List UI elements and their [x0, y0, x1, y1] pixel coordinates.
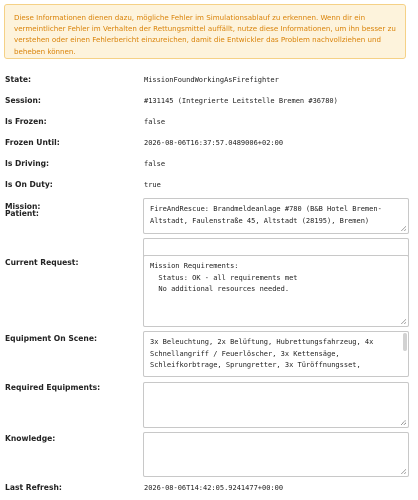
equipment-on-scene-label: Equipment On Scene: — [5, 334, 98, 343]
mission-label: Mission: — [5, 202, 41, 211]
is-on-duty-label: Is On Duty: — [5, 180, 53, 189]
equipment-on-scene-textarea[interactable] — [143, 331, 409, 377]
current-request-label: Current Request: — [5, 258, 79, 267]
state-label: State: — [5, 75, 32, 84]
frozen-until-label: Frozen Until: — [5, 138, 60, 147]
is-driving-label: Is Driving: — [5, 159, 50, 168]
is-driving-value: false — [144, 160, 166, 168]
knowledge-label: Knowledge: — [5, 434, 56, 443]
info-notice-text: Diese Informationen dienen dazu, mögliche Fehler im Simulationsablauf zu erkennen. Wenn dir ein vermeintlicher Fehler im Verhalten der Rettungsmittel auffällt, nutze diese Informationen, um ihn besser zu verstehen oder einen Fehlerbericht einzureichen, damit die Entwickler das Problem nachvollziehen und beheben können. — [14, 13, 396, 56]
mission-line: Altstadt, Faulenstraße 45, Altstadt (28195), Bremen) — [150, 216, 370, 225]
knowledge-textarea[interactable] — [143, 432, 409, 477]
is-frozen-value: false — [144, 118, 166, 126]
current-request-line: Status: OK - all requirements met — [150, 273, 298, 282]
equipment-line: Schleifkorbtrage, Sprungretter, 3x Türöffnungsset, — [150, 361, 361, 369]
required-equipments-label: Required Equipments: — [5, 383, 101, 392]
info-notice — [4, 4, 406, 59]
current-request-textarea[interactable] — [143, 255, 409, 327]
state-value: MissionFoundWorkingAsFirefighter — [144, 76, 279, 84]
current-request-line: Mission Requirements: — [150, 262, 239, 270]
frozen-until-value: 2026-08-06T16:37:57.0489006+02:00 — [144, 139, 284, 147]
current-request-line: No additional resources needed. — [150, 285, 290, 293]
resize-grip-icon[interactable] — [401, 226, 406, 231]
last-refresh-value: 2026-08-06T14:42:05.9241477+00:00 — [144, 484, 284, 492]
equipment-line: 3x Beleuchtung, 2x Belüftung, Hubrettungsfahrzeug, 4x — [150, 338, 374, 346]
patient-label: Patient: — [5, 209, 39, 218]
session-value: #131145 (Integrierte Leitstelle Bremen #36780) — [144, 97, 338, 105]
resize-grip-icon[interactable] — [401, 420, 406, 425]
mission-line: FireAndRescue: Brandmeldeanlage #780 (B&B Hotel Bremen- — [150, 205, 382, 213]
equipment-line: Schnellangriff / Feuerlöscher, 3x Kettensäge, — [150, 349, 340, 358]
session-label: Session: — [5, 96, 41, 105]
is-on-duty-value: true — [144, 181, 161, 189]
scrollbar-thumb[interactable] — [403, 333, 407, 351]
resize-grip-icon[interactable] — [401, 319, 406, 324]
is-frozen-label: Is Frozen: — [5, 117, 47, 126]
mission-textarea[interactable] — [143, 198, 409, 234]
last-refresh-label: Last Refresh: — [5, 483, 62, 492]
required-equipments-textarea[interactable] — [143, 382, 409, 428]
resize-grip-icon[interactable] — [401, 469, 406, 474]
